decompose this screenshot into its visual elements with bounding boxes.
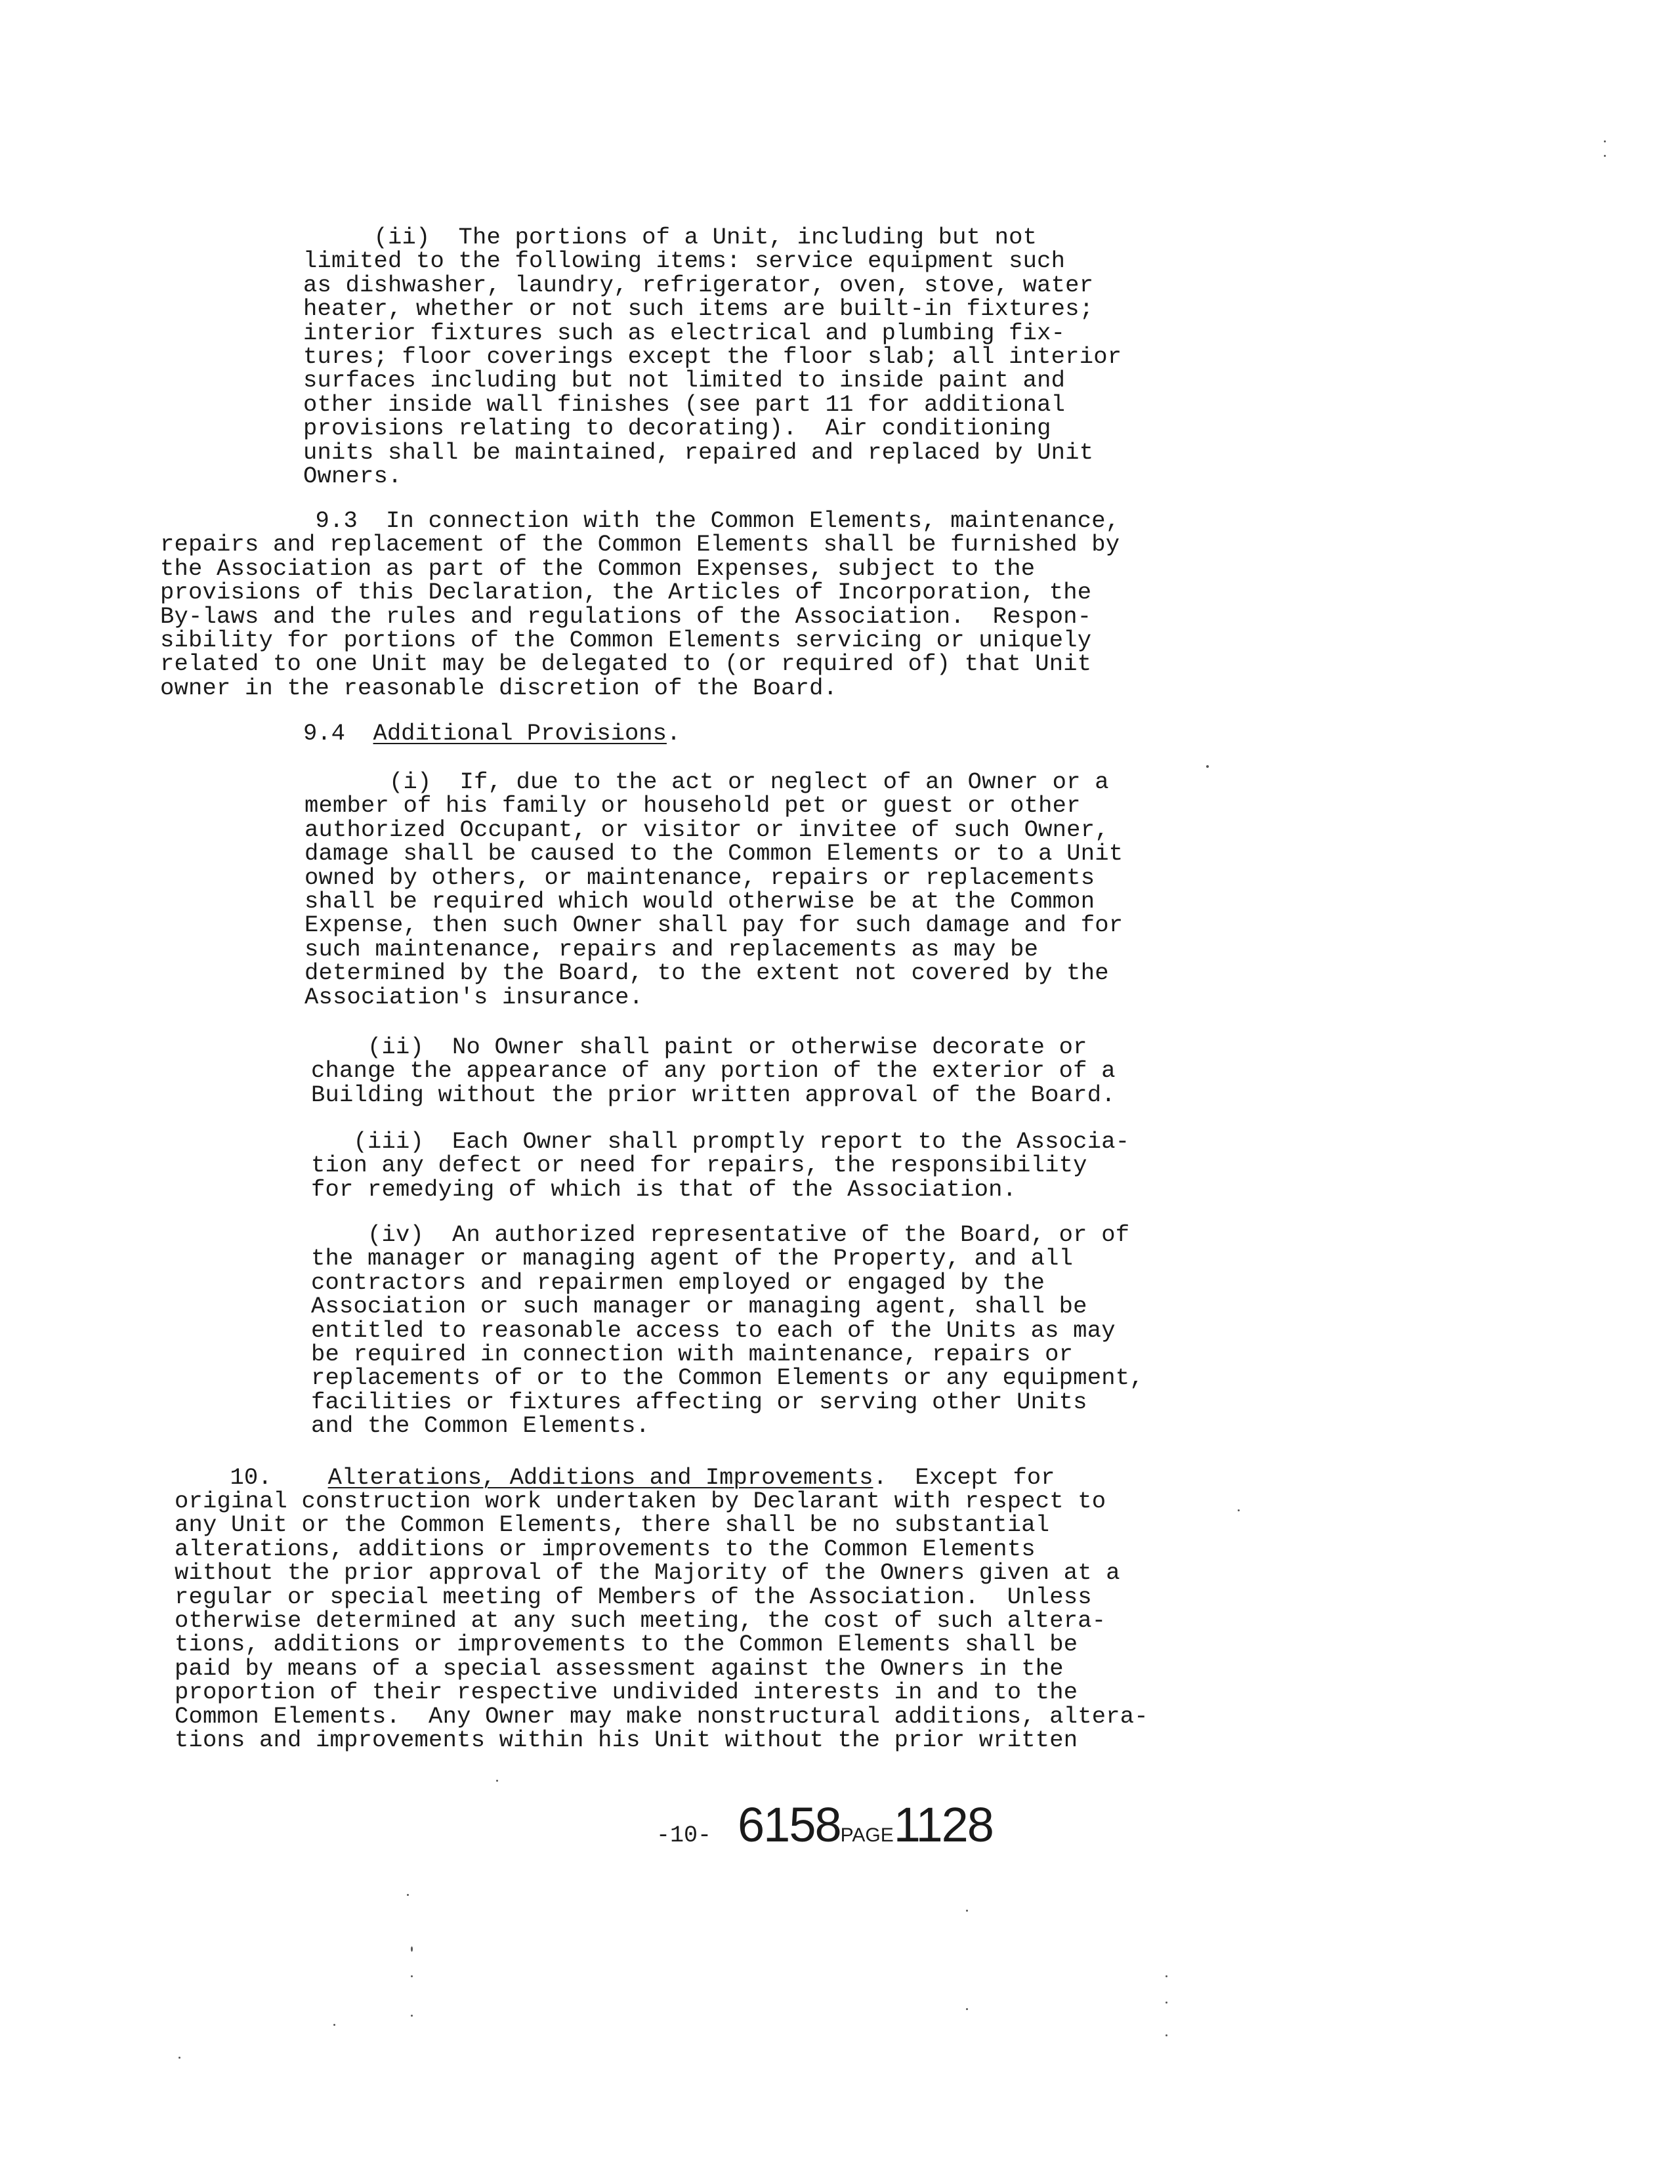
- page-footer: [656, 1797, 993, 1853]
- text-line: tures; floor coverings except the floor slab; all interior: [303, 343, 1122, 371]
- scan-speck: [1604, 140, 1606, 142]
- book-page-number: 1128: [893, 1797, 993, 1852]
- text-line: proportion of their respective undivided interests in and to the: [175, 1679, 1078, 1706]
- heading-9-4-trail: .: [666, 720, 681, 747]
- text-line: Association's insurance.: [304, 983, 644, 1011]
- text-line: tions, additions or improvements to the Common Elements shall be: [175, 1631, 1078, 1658]
- text-line: the manager or managing agent of the Property, and all: [311, 1245, 1074, 1272]
- text-line: sibility for portions of the Common Elements servicing or uniquely: [160, 627, 1092, 654]
- text-line: shall be required which would otherwise be at the Common: [304, 888, 1095, 915]
- heading-9-4-number: 9.4: [303, 720, 373, 747]
- text-line: surfaces including but not limited to inside paint and: [303, 367, 1066, 394]
- scan-speck: [1604, 155, 1606, 157]
- text-line: heater, whether or not such items are built-in fixtures;: [303, 295, 1094, 323]
- section-10-title: Alterations, Additions and Improvements: [327, 1464, 873, 1491]
- scan-speck: [411, 2015, 413, 2017]
- text-line: facilities or fixtures affecting or serving other Units: [311, 1388, 1087, 1416]
- section-10-body: [175, 1490, 1148, 1752]
- text-line: limited to the following items: service equipment such: [303, 247, 1066, 275]
- text-line: owner in the reasonable discretion of the Board.: [160, 674, 838, 702]
- text-line: the Association as part of the Common Expenses, subject to the: [160, 555, 1036, 582]
- text-line: 9.3 In connection with the Common Elements, maintenance,: [160, 507, 1120, 534]
- paragraph-9-4-ii: [311, 1036, 1116, 1107]
- scan-speck: [1238, 1509, 1240, 1511]
- paragraph-9-4-iii: [311, 1130, 1129, 1202]
- text-line: any Unit or the Common Elements, there shall be no substantial: [175, 1511, 1050, 1539]
- text-line: entitled to reasonable access to each of the Units as may: [311, 1316, 1116, 1344]
- text-line: replacements of or to the Common Elements or any equipment,: [311, 1364, 1144, 1392]
- scan-speck: [496, 1780, 498, 1782]
- text-line: (iii) Each Owner shall promptly report to the Associa-: [311, 1128, 1130, 1155]
- text-line: contractors and repairmen employed or engaged by the: [311, 1269, 1045, 1296]
- text-line: be required in connection with maintenance, repairs or: [311, 1341, 1074, 1368]
- text-line: such maintenance, repairs and replacements as may be: [304, 935, 1039, 963]
- scan-speck: [966, 1910, 968, 1912]
- paragraph-9-4-iv: [311, 1223, 1144, 1438]
- text-line: other inside wall finishes (see part 11 for additional: [303, 390, 1066, 418]
- text-line: regular or special meeting of Members of the Association. Unless: [175, 1583, 1092, 1610]
- text-line: By-laws and the rules and regulations of the Association. Respon-: [160, 602, 1092, 630]
- page-number: -10-: [656, 1822, 712, 1849]
- section-10-first-line: [160, 1466, 1055, 1490]
- text-line: alterations, additions or improvements to the Common Elements: [175, 1535, 1036, 1563]
- paragraph-9-3: [160, 509, 1120, 700]
- scan-speck: [1166, 1975, 1167, 1977]
- text-line: tion any defect or need for repairs, the responsibility: [311, 1152, 1087, 1179]
- text-line: as dishwasher, laundry, refrigerator, oven, stove, water: [303, 271, 1094, 299]
- paragraph-9-4-i: [304, 770, 1123, 1009]
- text-line: original construction work undertaken by Declarant with respect to: [175, 1488, 1106, 1515]
- text-line: owned by others, or maintenance, repairs or replacements: [304, 864, 1095, 891]
- text-line: (i) If, due to the act or neglect of an Owner or a: [304, 768, 1109, 795]
- scan-speck: [1166, 2002, 1167, 2004]
- heading-9-4-title: Additional Provisions: [373, 720, 667, 747]
- scan-speck: [178, 2057, 180, 2059]
- section-10-suffix: . Except for: [873, 1464, 1055, 1491]
- text-line: related to one Unit may be delegated to (or required of) that Unit: [160, 650, 1092, 678]
- text-line: Owners.: [303, 463, 402, 490]
- scan-speck: [333, 2024, 335, 2026]
- book-page-stamp: [738, 1797, 993, 1852]
- text-line: (ii) The portions of a Unit, including but not: [303, 224, 1038, 251]
- text-line: (ii) No Owner shall paint or otherwise decorate or: [311, 1034, 1087, 1060]
- text-line: tions and improvements within his Unit without the prior written: [175, 1727, 1078, 1754]
- text-line: member of his family or household pet or guest or other: [304, 792, 1081, 820]
- scan-speck: [966, 2008, 968, 2010]
- page-label: PAGE: [840, 1824, 894, 1846]
- section-10-prefix: 10.: [160, 1464, 328, 1491]
- text-line: determined by the Board, to the extent not covered by the: [304, 959, 1109, 987]
- text-line: provisions of this Declaration, the Articles of Incorporation, the: [160, 579, 1092, 606]
- scan-speck: [1166, 2034, 1167, 2036]
- text-line: Building without the prior written approval of the Board.: [311, 1081, 1116, 1108]
- text-line: damage shall be caused to the Common Elements or to a Unit: [304, 840, 1124, 868]
- scan-speck: [411, 1975, 413, 1977]
- text-line: change the appearance of any portion of the exterior of a: [311, 1057, 1116, 1085]
- scan-speck: [411, 1946, 413, 1952]
- paragraph-9-2-ii: [303, 226, 1122, 488]
- text-line: Common Elements. Any Owner may make nonstructural additions, altera-: [175, 1702, 1148, 1730]
- text-line: repairs and replacement of the Common Elements shall be furnished by: [160, 531, 1120, 558]
- text-line: without the prior approval of the Majority of the Owners given at a: [175, 1559, 1120, 1587]
- text-line: otherwise determined at any such meeting, the cost of such altera-: [175, 1607, 1106, 1635]
- text-line: units shall be maintained, repaired and replaced by Unit: [303, 438, 1094, 466]
- heading-9-4: [303, 722, 681, 746]
- scan-speck: [407, 1894, 409, 1896]
- text-line: for remedying of which is that of the Association.: [311, 1175, 1017, 1203]
- text-line: provisions relating to decorating). Air conditioning: [303, 415, 1051, 442]
- text-line: paid by means of a special assessment against the Owners in the: [175, 1654, 1064, 1682]
- text-line: and the Common Elements.: [311, 1412, 650, 1440]
- text-line: authorized Occupant, or visitor or invitee of such Owner,: [304, 816, 1109, 843]
- text-line: Expense, then such Owner shall pay for such damage and for: [304, 912, 1124, 939]
- text-line: (iv) An authorized representative of the Board, or of: [311, 1221, 1130, 1248]
- text-line: Association or such manager or managing agent, shall be: [311, 1293, 1087, 1320]
- text-line: interior fixtures such as electrical and plumbing fix-: [303, 319, 1066, 346]
- book-number: 6158: [738, 1797, 841, 1852]
- scan-speck: [1206, 765, 1209, 768]
